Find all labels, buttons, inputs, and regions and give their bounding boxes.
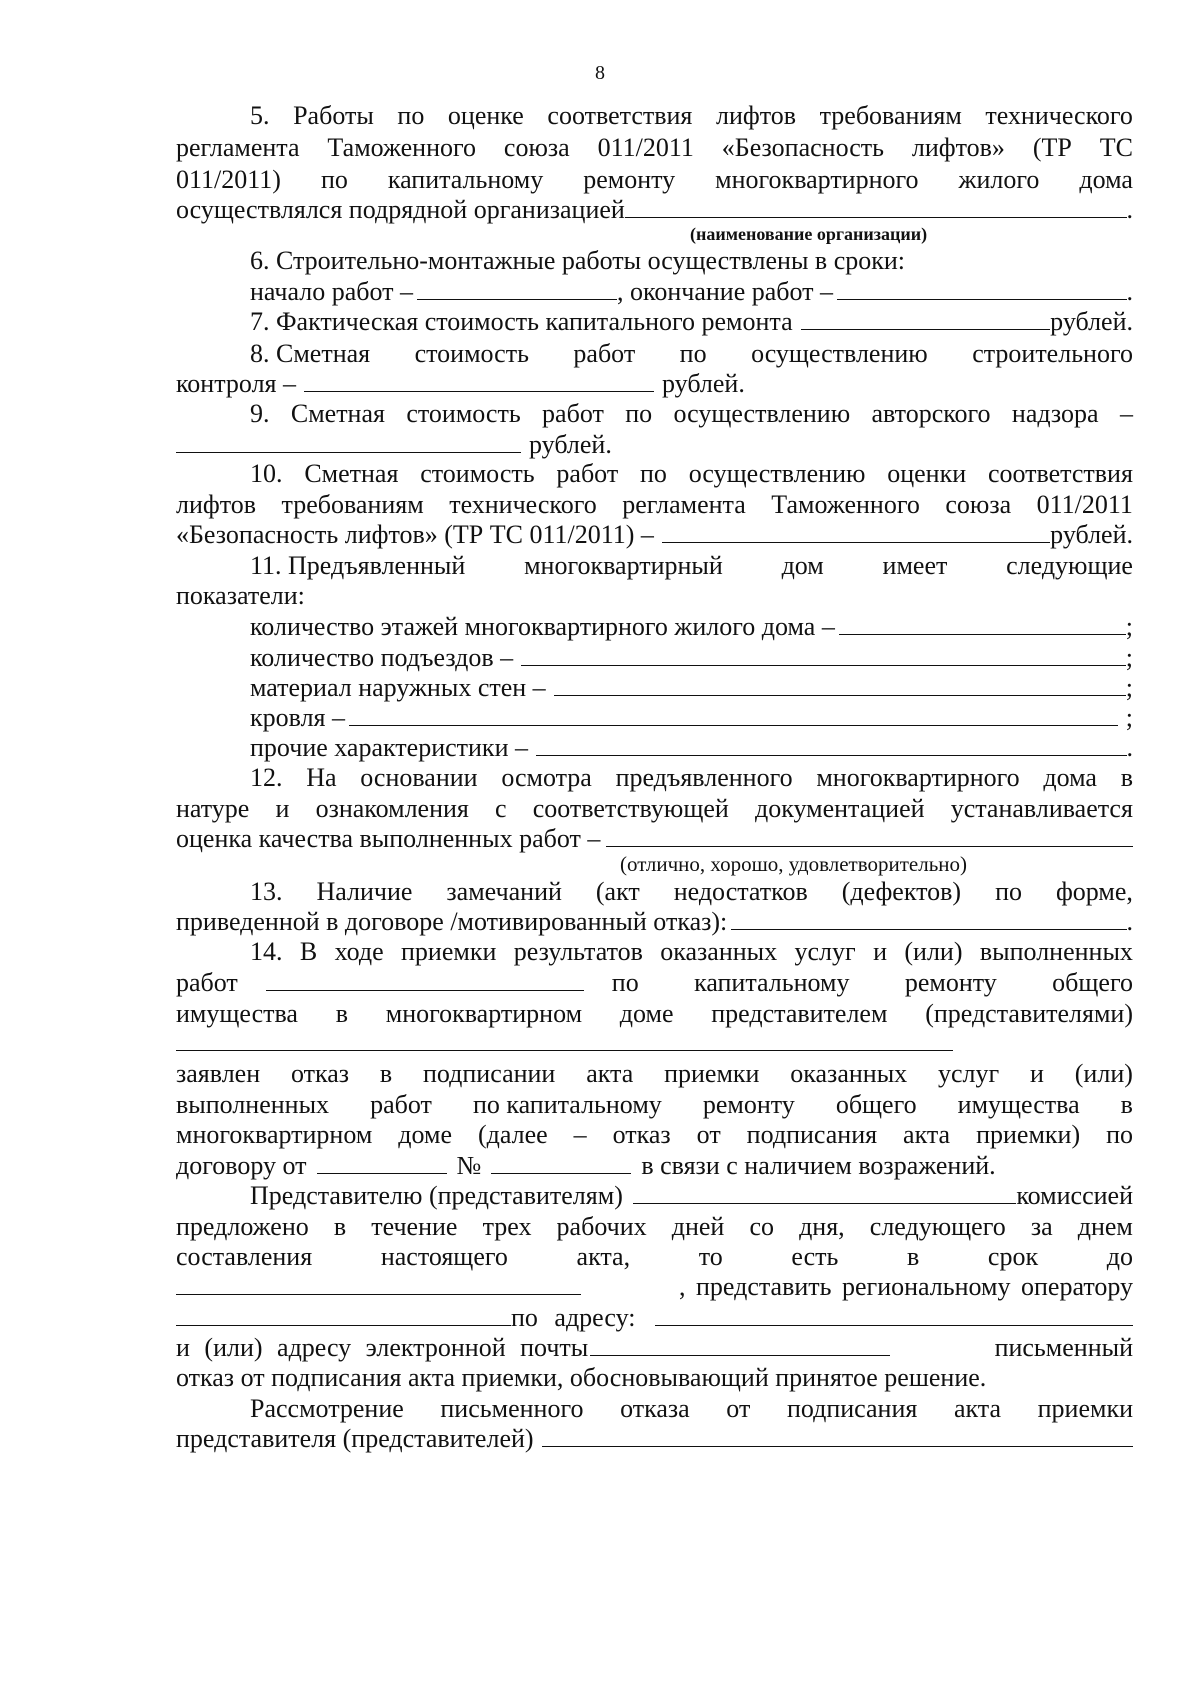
- word: документацией: [754, 794, 925, 823]
- word: ремонту: [904, 968, 997, 997]
- word: Сметная: [304, 459, 399, 488]
- item12-line1: [250, 762, 1133, 794]
- word: приемки: [664, 1059, 760, 1088]
- word: дня,: [799, 1212, 845, 1241]
- word: 11. Предъявленный: [250, 551, 466, 580]
- word: акта: [903, 1120, 951, 1149]
- word: трех: [482, 1212, 532, 1241]
- word: дней: [671, 1212, 725, 1241]
- rep-line2: [176, 1211, 1133, 1243]
- word: 011/2011: [597, 133, 694, 162]
- deadline-field[interactable]: [176, 1272, 581, 1295]
- word: строительного: [972, 339, 1133, 368]
- item14-line5: [176, 1058, 1133, 1090]
- rubles-suffix: рублей.: [662, 369, 745, 398]
- word: акта: [953, 1394, 1002, 1423]
- actual-cost-field[interactable]: [801, 307, 1051, 330]
- rubles-suffix: рублей.: [529, 430, 612, 459]
- other-field[interactable]: [536, 733, 1127, 756]
- item12-line3: [176, 823, 1133, 855]
- item13-line1: [250, 876, 1133, 908]
- word: 13.: [250, 877, 283, 906]
- word: оказанных: [790, 1059, 908, 1088]
- word: 12.: [250, 763, 283, 792]
- word: осмотра: [501, 763, 592, 792]
- floors-line: [250, 611, 1133, 643]
- word: стоимость: [414, 339, 529, 368]
- semicolon: ;: [1125, 643, 1133, 672]
- actual-cost-label: 7. Фактическая стоимость капитального ремонта: [250, 307, 793, 336]
- word: по: [640, 459, 667, 488]
- rep-line7: отказ от подписания акта приемки, обосновывающий принятое решение.: [176, 1363, 987, 1392]
- contract-number-field[interactable]: [491, 1151, 631, 1174]
- word: технического: [985, 101, 1133, 130]
- word: 011/2011: [1036, 490, 1133, 519]
- rep-line5: [176, 1302, 1133, 1334]
- word: ремонту: [702, 1090, 795, 1119]
- word: услуг: [794, 937, 856, 966]
- period: .: [1126, 195, 1133, 224]
- work-start-field[interactable]: [417, 277, 617, 300]
- entrances-line: [250, 642, 1133, 674]
- works-label: работ: [176, 968, 238, 997]
- item14-line1: [250, 936, 1133, 968]
- rep-label: Представителю (представителям): [250, 1181, 623, 1210]
- word: ознакомления: [315, 794, 469, 823]
- word: письменного: [440, 1394, 584, 1423]
- quality-caption: (отлично, хорошо, удовлетворительно): [620, 852, 968, 876]
- word: (или): [1074, 1059, 1133, 1088]
- floors-field[interactable]: [839, 612, 1126, 635]
- word: общего: [1052, 968, 1133, 997]
- word: по: [1106, 1120, 1133, 1149]
- works-field[interactable]: [266, 968, 584, 991]
- word: работ: [556, 459, 619, 488]
- word: работ: [542, 399, 604, 428]
- word: и: [1030, 1059, 1044, 1088]
- item10-line2: [176, 489, 1133, 521]
- roof-label: кровля –: [250, 703, 345, 732]
- word: В: [299, 937, 318, 966]
- word: капитальному: [694, 968, 850, 997]
- period: .: [1126, 733, 1133, 762]
- word: дом: [781, 551, 824, 580]
- item5-contractor-label: осуществлялся подрядной организацией: [176, 195, 625, 224]
- word: работ: [573, 339, 636, 368]
- word: по: [625, 399, 653, 428]
- organization-caption: (наименование организации): [690, 224, 928, 244]
- item6-line1: 6. Строительно-монтажные работы осуществлены в сроки:: [250, 246, 906, 275]
- item5-line2: [176, 132, 1133, 164]
- word: представителем: [711, 999, 888, 1028]
- objections-text: в связи с наличием возражений.: [641, 1151, 996, 1180]
- word: в: [1120, 1090, 1133, 1119]
- word: днем: [1077, 1212, 1133, 1241]
- word: акта,: [576, 1242, 631, 1271]
- word: Наличие: [316, 877, 413, 906]
- word: недостатков: [673, 877, 808, 906]
- word: требованиям: [281, 490, 424, 519]
- word: акта: [586, 1059, 634, 1088]
- item10-line1: [250, 458, 1133, 490]
- word: результатов: [513, 937, 643, 966]
- word: доме: [619, 999, 674, 1028]
- word: в: [907, 1242, 920, 1271]
- word: 10.: [250, 459, 283, 488]
- conformity-cost-field[interactable]: [662, 520, 1050, 543]
- word: осуществлению: [751, 339, 928, 368]
- word: многоквартирного: [715, 165, 919, 194]
- word: в: [333, 1212, 347, 1241]
- word: в: [1120, 763, 1133, 792]
- word: союза: [945, 490, 1012, 519]
- period: .: [1126, 907, 1133, 936]
- semicolon: ;: [1125, 612, 1133, 641]
- item8-line1: [250, 338, 1133, 370]
- word: подписании: [422, 1059, 556, 1088]
- word: лифтов: [176, 490, 257, 519]
- item14-line6: [176, 1089, 1133, 1121]
- item13-line2: [176, 906, 1133, 938]
- word: Рассмотрение: [250, 1394, 404, 1423]
- construction-control-cost-field[interactable]: [304, 369, 654, 392]
- remarks-label: приведенной в договоре /мотивированный отказ):: [176, 907, 728, 936]
- word: (далее: [477, 1120, 548, 1149]
- word: «Безопасность: [721, 133, 884, 162]
- item6-line2: [250, 276, 1133, 308]
- item5-line1: [250, 100, 1133, 132]
- semicolon: ;: [1125, 673, 1133, 702]
- word: составления: [176, 1242, 313, 1271]
- word: отказа: [620, 1394, 690, 1423]
- word: авторского: [871, 399, 991, 428]
- number-sign: №: [456, 1151, 482, 1180]
- word: работ: [370, 1090, 432, 1119]
- word: срок: [987, 1242, 1039, 1271]
- other-label: прочие характеристики –: [250, 733, 528, 762]
- rubles-suffix: рублей.: [1050, 520, 1133, 549]
- word: со: [749, 1212, 774, 1241]
- word: подписания: [746, 1120, 878, 1149]
- word: (ТР: [1032, 133, 1072, 162]
- item7-line: [250, 306, 1133, 338]
- semicolon: ;: [1125, 703, 1133, 732]
- word: общего: [835, 1090, 917, 1119]
- word: настоящего: [380, 1242, 508, 1271]
- entrances-label: количество подъездов –: [250, 643, 514, 672]
- conformity-label: «Безопасность лифтов» (ТР ТС 011/2011) –: [176, 520, 654, 549]
- operator-field[interactable]: [176, 1303, 511, 1326]
- word: (дефектов): [841, 877, 962, 906]
- submit-text: , представить региональному оператору: [678, 1272, 1133, 1301]
- word: жилого: [958, 165, 1040, 194]
- item10-line3: [176, 519, 1133, 551]
- word: многоквартирного: [816, 763, 1020, 792]
- word: ходе: [334, 937, 384, 966]
- word: 011/2011): [176, 165, 281, 194]
- item14-line3: [176, 998, 1133, 1030]
- rep-line3: [176, 1241, 1133, 1273]
- rubles-suffix: рублей.: [1050, 307, 1133, 336]
- roof-line: [250, 702, 1133, 734]
- word: рабочих: [556, 1212, 647, 1241]
- word: стоимость: [406, 399, 521, 428]
- word: На: [306, 763, 337, 792]
- word: соответствующей: [532, 794, 729, 823]
- address-field[interactable]: [655, 1303, 1133, 1326]
- word: отказ: [612, 1120, 671, 1149]
- word: следующего: [869, 1212, 1006, 1241]
- walls-line: [250, 672, 1133, 704]
- word: оказанных: [660, 937, 778, 966]
- rep-line1: [250, 1180, 1133, 1212]
- word: 14.: [250, 937, 283, 966]
- rep-line6: [176, 1332, 1133, 1364]
- commission-text: комиссией: [1016, 1181, 1133, 1210]
- author-supervision-cost-field[interactable]: [176, 430, 521, 453]
- email-label: и (или) адресу электронной почты: [176, 1333, 589, 1362]
- contractor-name-field[interactable]: [625, 195, 1127, 218]
- word: имущества: [957, 1090, 1080, 1119]
- word: основании: [360, 763, 478, 792]
- word: течение: [371, 1212, 458, 1241]
- word: предложено: [176, 1212, 309, 1241]
- word: приемки: [1037, 1394, 1133, 1423]
- word: услуг: [938, 1059, 1000, 1088]
- contract-from-label: договору от: [176, 1151, 307, 1180]
- contract-date-field[interactable]: [317, 1151, 447, 1174]
- item12-line2: [176, 793, 1133, 825]
- word: до: [1106, 1242, 1133, 1271]
- review-rep-field[interactable]: [542, 1424, 1133, 1447]
- word: есть: [791, 1242, 839, 1271]
- item9-line1: [250, 398, 1133, 430]
- item14-line4: [176, 1028, 1133, 1060]
- email-field[interactable]: [590, 1333, 890, 1356]
- word: замечаний: [446, 877, 562, 906]
- word: регламента: [622, 490, 746, 519]
- word: (или): [904, 937, 963, 966]
- rep-name-field[interactable]: [633, 1181, 1017, 1204]
- work-end-field[interactable]: [837, 277, 1126, 300]
- word: отказ: [290, 1059, 350, 1088]
- word: 8. Сметная: [250, 339, 371, 368]
- word: технического: [449, 490, 597, 519]
- entrances-field[interactable]: [521, 643, 1126, 666]
- word: имущества: [176, 999, 298, 1028]
- item8-line2: [176, 368, 1133, 400]
- representative-field[interactable]: [176, 1028, 953, 1051]
- word: дома: [1079, 165, 1133, 194]
- roof-field[interactable]: [349, 703, 1118, 726]
- word: (представителями): [925, 999, 1133, 1028]
- review-rep-label: представителя (представителей): [176, 1424, 534, 1453]
- word: по капитальному: [472, 1090, 662, 1119]
- word: по: [995, 877, 1022, 906]
- word: осуществлению: [688, 459, 866, 488]
- word: стоимость: [420, 459, 535, 488]
- word: от: [696, 1120, 721, 1149]
- word: оценке: [447, 101, 524, 130]
- word: ТС: [1099, 133, 1133, 162]
- word: то: [698, 1242, 723, 1271]
- item11-line2: показатели:: [176, 581, 305, 610]
- item9-line2: [176, 429, 1133, 461]
- word: ремонту: [583, 165, 676, 194]
- written-text: письменный: [994, 1333, 1133, 1362]
- review-line1: [250, 1393, 1133, 1425]
- word: по: [320, 165, 348, 194]
- quality-field[interactable]: [606, 824, 1133, 847]
- item5-line4: [176, 194, 1133, 226]
- end-label: , окончание работ –: [617, 277, 834, 306]
- word: от: [726, 1394, 751, 1423]
- word: Сметная: [290, 399, 385, 428]
- item14-line8: [176, 1150, 1133, 1182]
- word: союза: [503, 133, 570, 162]
- word: оценки: [887, 459, 967, 488]
- item11-line1: [250, 550, 1133, 582]
- word: приемки: [401, 937, 497, 966]
- address-label: по адресу:: [511, 1303, 636, 1332]
- word: по: [679, 339, 707, 368]
- word: Таможенного: [327, 133, 477, 162]
- other-line: [250, 732, 1133, 764]
- control-label: контроля –: [176, 369, 296, 398]
- period: .: [1126, 277, 1133, 306]
- word: заявлен: [176, 1059, 261, 1088]
- word: капитальному: [387, 165, 544, 194]
- word: в: [335, 999, 348, 1028]
- word: за: [1030, 1212, 1053, 1241]
- word: устанавливается: [950, 794, 1133, 823]
- rep-line4: [176, 1271, 1133, 1303]
- word: лифтов: [715, 101, 797, 130]
- word: предъявленного: [615, 763, 793, 792]
- word: в: [379, 1059, 393, 1088]
- start-label: начало работ –: [250, 277, 414, 306]
- word: выполненных: [979, 937, 1133, 966]
- item14-line7: [176, 1119, 1133, 1151]
- word: приемки): [976, 1120, 1081, 1149]
- word: 9.: [250, 399, 270, 428]
- review-line2: [176, 1423, 1133, 1455]
- quality-label: оценка качества выполненных работ –: [176, 824, 601, 853]
- word: многоквартирном: [176, 1120, 373, 1149]
- word: –: [1119, 399, 1133, 428]
- walls-field[interactable]: [554, 673, 1126, 696]
- word: осуществлению: [673, 399, 851, 428]
- floors-label: количество этажей многоквартирного жилого дома –: [250, 612, 835, 641]
- word: по: [611, 968, 639, 997]
- word: Таможенного: [771, 490, 920, 519]
- word: многоквартирном: [385, 999, 583, 1028]
- word: натуре: [176, 794, 250, 823]
- word: доме: [398, 1120, 452, 1149]
- word: форме,: [1055, 877, 1133, 906]
- word: –: [573, 1120, 587, 1149]
- word: подписания: [786, 1394, 918, 1423]
- word: надзора: [1011, 399, 1099, 428]
- remarks-field[interactable]: [731, 907, 1126, 930]
- word: регламента: [176, 133, 300, 162]
- word: соответствия: [547, 101, 693, 130]
- page-number: 8: [595, 62, 605, 84]
- item14-line2-tail: [612, 967, 1133, 999]
- word: с: [495, 794, 507, 823]
- word: по: [397, 101, 425, 130]
- word: (акт: [595, 877, 640, 906]
- word: выполненных: [176, 1090, 330, 1119]
- word: дома: [1043, 763, 1097, 792]
- item5-line3: [176, 164, 1133, 196]
- word: соответствия: [987, 459, 1133, 488]
- word: и: [275, 794, 290, 823]
- item14-line2: [176, 967, 1133, 999]
- walls-label: материал наружных стен –: [250, 673, 546, 702]
- word: лифтов»: [911, 133, 1005, 162]
- word: 5.: [250, 101, 270, 130]
- word: многоквартирный: [524, 551, 723, 580]
- word: требованиям: [819, 101, 962, 130]
- word: имеет: [882, 551, 948, 580]
- word: Работы: [293, 101, 374, 130]
- word: следующие: [1006, 551, 1133, 580]
- word: и: [873, 937, 887, 966]
